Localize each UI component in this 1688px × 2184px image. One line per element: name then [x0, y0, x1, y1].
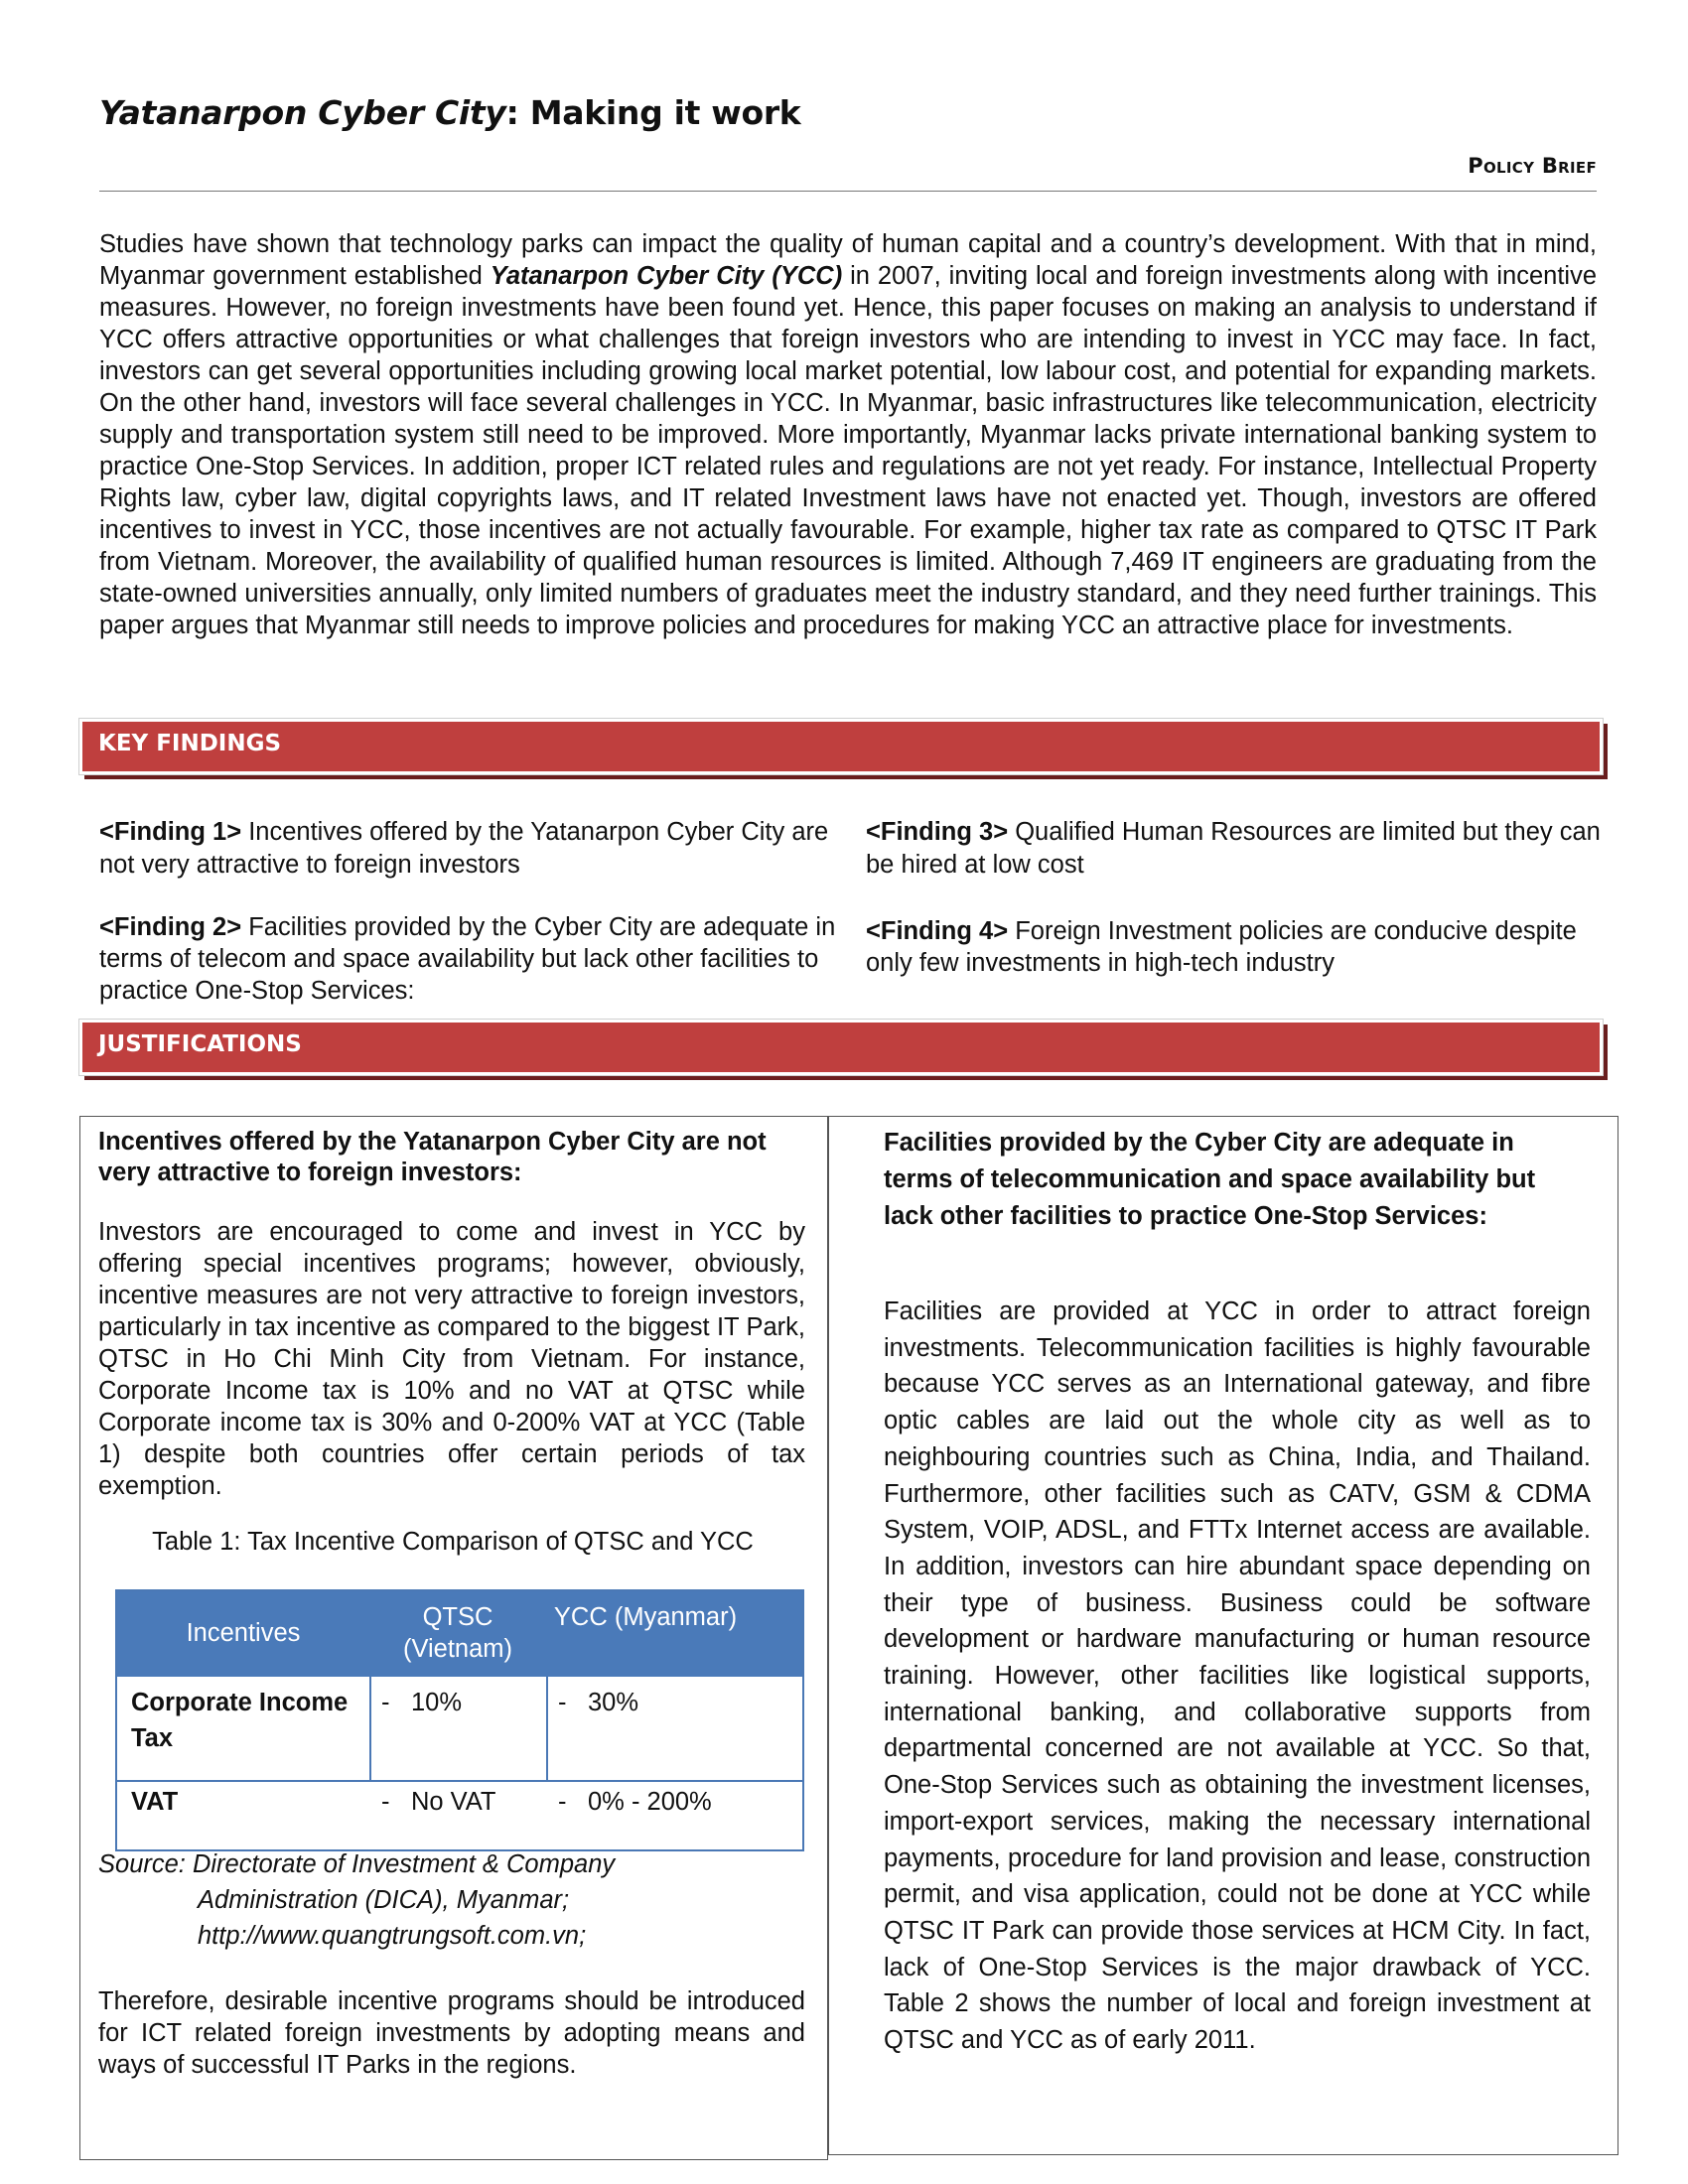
table-header-row: [117, 1591, 802, 1677]
page-title: [99, 93, 800, 132]
tax-incentive-table: [115, 1589, 804, 1851]
finding-2-text: Facilities provided by the Cyber City are adequate in terms of telecom and space availability but lack other facilities to practice One-Stop Services:: [99, 913, 836, 1005]
finding-2: [99, 911, 854, 1007]
finding-3: [866, 816, 1601, 882]
key-findings-heading: KEY FINDINGS: [98, 731, 282, 756]
cell-qtsc-value: - 10%: [381, 1689, 463, 1716]
finding-1: [99, 816, 854, 882]
justifications-heading: JUSTIFICATIONS: [98, 1031, 302, 1057]
table-header-ycc: YCC (Myanmar): [553, 1603, 738, 1631]
finding-4: [866, 915, 1601, 979]
table-source-note: Source: Directorate of Investment & Company Administration (DICA), Myanmar; http://www.quangtrungsoft.com.vn;: [98, 1846, 813, 1954]
finding-3-text: Qualified Human Resources are limited but they can be hired at low cost: [866, 818, 1601, 879]
incentives-conclusion: Therefore, desirable incentive programs should be introduced for ICT related foreign investments by adopting means and ways of successful IT Parks in the regions.: [98, 1987, 805, 2079]
finding-4-tag: <Finding 4>: [866, 917, 1009, 945]
table-header-incentives: Incentives: [186, 1619, 301, 1647]
justification-facilities-box: [828, 1116, 1618, 2155]
page-title-italic: Yatanarpon Cyber City: [99, 93, 506, 132]
table-column-divider: [369, 1677, 371, 1780]
facilities-paragraph: Facilities are provided at YCC in order to attract foreign investments. Telecommunication facilities is highly favourable because YCC serves as an International gateway, and fibre optic cables are laid out the whole city as well as to neighbouring countries such as China, India, and Thailand. Furthermore, other facilities such as CATV, GSM & CDMA System, VOIP, ADSL, and FTTx Internet access are available. In addition, investors can hire abundant space depending on their type of business. Business could be software development or hardware manufacturing or human resource training. However, other facilities like logistical supports, international banking, and collaborative supports from departmental concerned are not available at YCC. So that, One-Stop Services such as obtaining the investment licenses, import-export services, making the necessary international payments, procedure for land provision and lease, construction permit, and visa application, could not be done at YCC while QTSC IT Park can provide those services at HCM City. In fact, lack of One-Stop Services is the major drawback of YCC. Table 2 shows the number of local and foreign investment at QTSC and YCC as of early 2011.: [884, 1297, 1591, 2055]
page-title-rest: : Making it work: [505, 93, 801, 132]
finding-1-tag: <Finding 1>: [99, 818, 242, 846]
finding-4-text: Foreign Investment policies are conducive despite only few investments in high-tech industry: [866, 917, 1577, 977]
table-column-divider: [546, 1677, 548, 1780]
cell-qtsc-value: - No VAT: [381, 1788, 496, 1816]
finding-1-text: Incentives offered by the Yatanarpon Cyber City are not very attractive to foreign investors: [99, 818, 829, 879]
table-row: [117, 1780, 802, 1849]
table-1-caption: Table 1: Tax Incentive Comparison of QTSC and YCC: [152, 1528, 754, 1556]
table-row: [117, 1677, 802, 1782]
abstract-paragraph: [99, 228, 1597, 641]
document-type-label: Policy Brief: [1468, 154, 1597, 178]
key-findings-banner: [79, 719, 1603, 774]
row-label-vat: VAT: [131, 1788, 179, 1816]
incentives-paragraph: Investors are encouraged to come and invest in YCC by offering special incentives programs; however, obviously, incentive measures are not very attractive to foreign investors, particularly in tax incentive as compared to the biggest IT Park, QTSC in Ho Chi Minh City from Vietnam. For instance, Corporate Income tax is 10% and no VAT at QTSC while Corporate income tax is 30% and 0-200% VAT at YCC (Table 1) despite both countries offer certain periods of tax exemption.: [98, 1218, 805, 1500]
cell-ycc-value: - 0% - 200%: [558, 1788, 712, 1816]
header-divider: [99, 191, 1597, 192]
table-header-qtsc: QTSC (Vietnam): [402, 1603, 513, 1663]
cell-ycc-value: - 30%: [558, 1689, 639, 1716]
source-url-text: http://www.quangtrungsoft.com.vn;: [198, 1922, 587, 1950]
abstract-body: in 2007, inviting local and foreign investments along with incentive measures. However, no foreign investments have been found yet. Hence, this paper focuses on making an analysis to understand if YCC offers attractive opportunities or what challenges that foreign investors who are intending to invest in YCC may face. In fact, investors can get several opportunities including growing local market potential, low labour cost, and potential for expanding markets. On the other hand, investors will face several challenges in YCC. In Myanmar, basic infrastructures like telecommunication, electricity supply and transportation system still need to be improved. More importantly, Myanmar lacks private international banking system to practice One-Stop Services. In addition, proper ICT related rules and regulations are not yet ready. For instance, Intellectual Property Rights law, cyber law, digital copyrights laws, and IT related Investment laws have not enacted yet. Though, investors are offered incentives to invest in YCC, those incentives are not actually favourable. For example, higher tax rate as compared to QTSC IT Park from Vietnam. Moreover, the availability of qualified human resources is limited. Although 7,469 IT engineers are graduating from the state-owned universities annually, only limited numbers of graduates meet the industry standard, and they need further trainings. This paper argues that Myanmar still needs to improve policies and procedures for making YCC an attractive place for investments.: [99, 262, 1598, 639]
row-label-corporate-income-tax: Corporate Income Tax: [131, 1689, 349, 1752]
facilities-heading: Facilities provided by the Cyber City are adequate in terms of telecommunication and space availability but lack other facilities to practice One-Stop Services:: [884, 1129, 1536, 1230]
finding-3-tag: <Finding 3>: [866, 818, 1009, 846]
incentives-heading: Incentives offered by the Yatanarpon Cyber City are not very attractive to foreign investors:: [98, 1128, 767, 1186]
abstract-emphasis: Yatanarpon Cyber City (YCC): [490, 262, 843, 290]
justifications-banner: [79, 1020, 1603, 1075]
justification-incentives-box: [79, 1116, 828, 2160]
abstract-intro: Studies have shown that technology parks can impact the quality of human capital and a country’s development. With that in mind, Myanmar government established: [99, 230, 1597, 290]
finding-2-tag: <Finding 2>: [99, 913, 242, 941]
